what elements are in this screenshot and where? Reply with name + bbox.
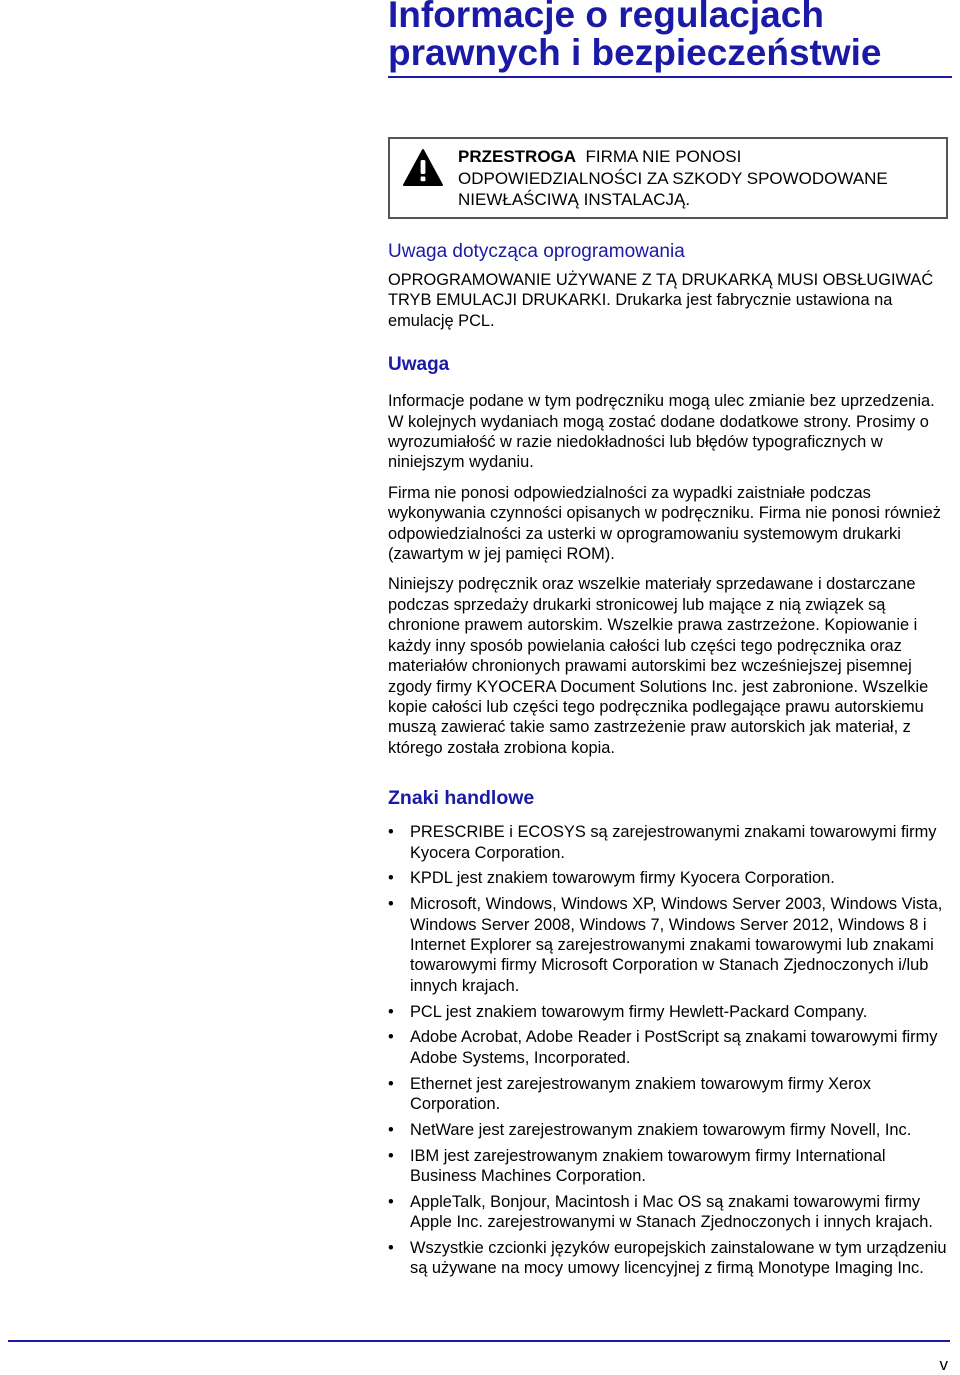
bullet: •	[388, 1074, 394, 1093]
page-number: v	[939, 1355, 948, 1374]
list-item	[388, 1027, 953, 1068]
list-item	[388, 894, 953, 996]
main-content	[388, 240, 953, 1284]
list-item	[388, 1002, 953, 1022]
trademarks-heading: Znaki handlowe	[388, 787, 535, 810]
trademark-text: Adobe Acrobat, Adobe Reader i PostScript są znakami towarowymi firmy Adobe Systems, Incorporated.	[410, 1028, 938, 1067]
list-item	[388, 1120, 953, 1140]
trademarks-list	[388, 822, 953, 1279]
bullet: •	[388, 823, 394, 842]
trademark-text: AppleTalk, Bonjour, Macintosh i Mac OS są znakami towarowymi firmy Apple Inc. zarejestrowanymi w Stanach Zjednoczonych i innych krajach.	[410, 1192, 933, 1232]
notice-paragraph-1: Informacje podane w tym podręczniku mogą ulec zmianie bez uprzedzenia. W kolejnych wydaniach mogą zostać dodane dodatkowe strony. Prosimy o wyrozumiałość w razie niedokładności lub błędów typograficznych w niniejszym wydaniu.	[388, 392, 935, 472]
software-notice-text: OPROGRAMOWANIE UŻYWANE Z TĄ DRUKARKĄ MUSI OBSŁUGIWAĆ TRYB EMULACJI DRUKARKI. Drukarka jest fabrycznie ustawiona na emulację PCL.	[388, 271, 934, 330]
list-item	[388, 1192, 953, 1233]
notice-paragraph-2: Firma nie ponosi odpowiedzialności za wypadki zaistniałe podczas wykonywania czynności opisanych w podręczniku. Firma nie ponosi również odpowiedzialności za usterki w oprogramowaniu systemowym drukarki (zawartym w jej pamięci ROM).	[388, 483, 941, 564]
warning-label: PRZESTROGA	[458, 147, 577, 166]
warning-text	[458, 146, 940, 211]
list-item	[388, 822, 953, 863]
list-item	[388, 1146, 953, 1187]
bullet: •	[388, 895, 394, 914]
page-title-line-2: prawnych i bezpieczeństwie	[388, 32, 882, 73]
trademark-text: NetWare jest zarejestrowanym znakiem towarowym firmy Novell, Inc.	[410, 1120, 912, 1139]
bullet: •	[388, 1192, 394, 1211]
title-divider	[388, 76, 952, 78]
bullet: •	[388, 1002, 394, 1021]
warning-text-line-2: ODPOWIEDZIALNOŚCI ZA SZKODY SPOWODOWANE	[458, 168, 888, 188]
trademark-text: KPDL jest znakiem towarowym firmy Kyocera Corporation.	[410, 869, 835, 888]
warning-triangle-icon	[402, 147, 444, 189]
notice-paragraph-3: Niniejszy podręcznik oraz wszelkie materiały sprzedawane i dostarczane podczas sprzedaży drukarki stronicowej lub mające z nią związek są chronione prawem autorskim. Wszelkie prawa zastrzeżone. Kopiowanie i każdy inny sposób powielania całości lub części tego podręcznika oraz materiałów chronionych prawami autorskimi bez wcześniejszej pisemnej zgody firmy KYOCERA Document Solutions Inc. jest zabronione. Wszelkie kopie całości lub części tego podręcznika podlegające prawu autorskiemu muszą zawierać takie samo zastrzeżenie praw autorskich jak materiał, z którego została zrobiona kopia.	[388, 575, 929, 757]
warning-text-line-3: NIEWŁAŚCIWĄ INSTALACJĄ.	[458, 190, 691, 209]
list-item	[388, 868, 953, 888]
list-item	[388, 1238, 953, 1279]
trademark-text: Ethernet jest zarejestrowanym znakiem towarowym firmy Xerox Corporation.	[410, 1074, 871, 1113]
bullet: •	[388, 869, 394, 888]
trademark-text: Wszystkie czcionki języków europejskich zainstalowane w tym urządzeniu są używane na mocy umowy licencyjnej z firmą Monotype Imaging Inc.	[410, 1238, 947, 1278]
list-item	[388, 1074, 953, 1115]
page-title-line-1: Informacje o regulacjach	[388, 0, 824, 35]
warning-text-line-1: FIRMA NIE PONOSI	[585, 147, 742, 166]
footer-divider	[8, 1340, 950, 1342]
bullet: •	[388, 1238, 394, 1257]
bullet: •	[388, 1120, 394, 1139]
notice-heading: Uwaga	[388, 354, 450, 376]
trademark-text: PCL jest znakiem towarowym firmy Hewlett-Packard Company.	[410, 1002, 868, 1021]
trademark-text: IBM jest zarejestrowanym znakiem towarowym firmy International Business Machines Corporation.	[410, 1146, 886, 1185]
software-notice-heading: Uwaga dotycząca oprogramowania	[388, 241, 685, 262]
trademark-text: Microsoft, Windows, Windows XP, Windows Server 2003, Windows Vista, Windows Server 2008, Windows 7, Windows Server 2012, Windows 8 i Internet Explorer są zarejestrowanymi znakami towarowymi lub znakami towarowymi firmy Microsoft Corporation w Stanach Zjednoczonych i/lub innych krajach.	[410, 895, 943, 995]
warning-box	[388, 137, 948, 219]
trademark-text: PRESCRIBE i ECOSYS są zarejestrowanymi znakami towarowymi firmy Kyocera Corporation.	[410, 823, 937, 862]
page-title	[388, 0, 881, 72]
bullet: •	[388, 1146, 394, 1165]
bullet: •	[388, 1028, 394, 1047]
